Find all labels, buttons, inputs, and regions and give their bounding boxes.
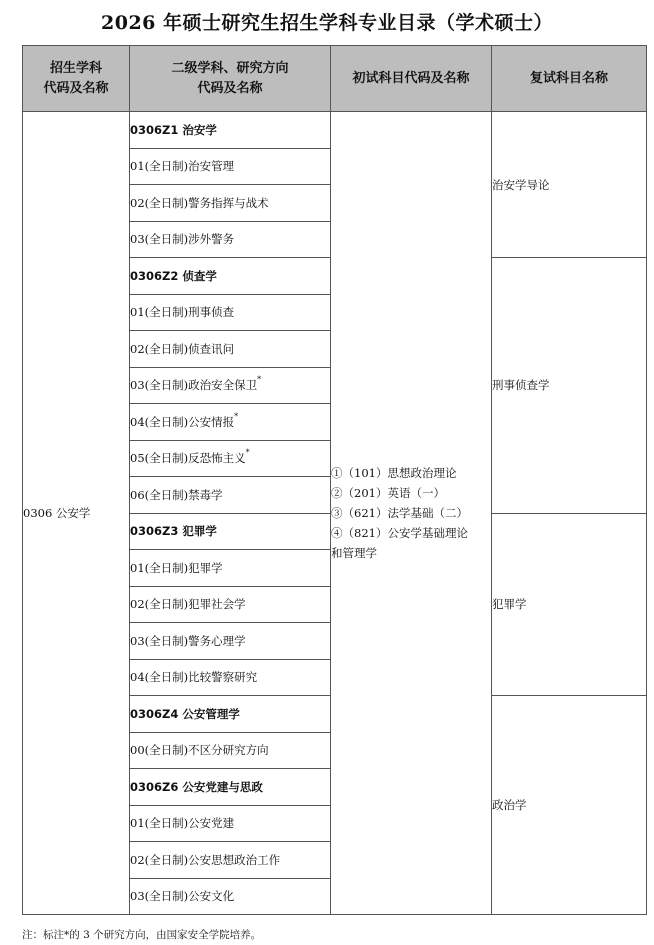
research-direction-label: 03(全日制)警务心理学 xyxy=(130,633,246,648)
research-direction-cell xyxy=(130,878,331,915)
secondary-discipline-label: 0306Z4 公安管理学 xyxy=(130,706,240,721)
discipline-cell: 0306 公安学 xyxy=(23,112,130,915)
research-direction-label: 01(全日制)犯罪学 xyxy=(130,560,223,575)
footnote-marker: * xyxy=(245,448,250,458)
research-direction-label: 01(全日制)公安党建 xyxy=(130,816,235,831)
research-direction-label: 03(全日制)公安文化 xyxy=(130,889,235,904)
research-direction-cell xyxy=(130,550,331,587)
program-catalog-table xyxy=(22,45,647,915)
research-direction-label: 02(全日制)警务指挥与战术 xyxy=(130,195,269,210)
secondary-discipline-label: 0306Z1 治安学 xyxy=(130,122,217,137)
exam-subject-line: ③（621）法学基础（二） xyxy=(331,506,468,520)
research-direction-label: 04(全日制)公安情报 xyxy=(130,414,235,429)
footnote-marker: * xyxy=(257,375,262,385)
header-row xyxy=(23,46,647,112)
research-direction-cell xyxy=(130,221,331,258)
secondary-discipline-cell xyxy=(130,112,331,149)
research-direction-label: 02(全日制)公安思想政治工作 xyxy=(130,852,281,867)
retest-subject-cell: 治安学导论 xyxy=(492,112,647,258)
research-direction-label: 02(全日制)犯罪社会学 xyxy=(130,597,246,612)
page-title: 2026 年硕士研究生招生学科专业目录（学术硕士） xyxy=(101,12,553,34)
footnote-marker: * xyxy=(234,411,239,421)
exam-subject-line: ①（101）思想政治理论 xyxy=(331,466,457,480)
secondary-discipline-cell xyxy=(130,258,331,295)
research-direction-label: 00(全日制)不区分研究方向 xyxy=(130,743,269,758)
footnote: 注：标注*的 3 个研究方向，由国家安全学院培养。 xyxy=(22,929,262,941)
research-direction-cell xyxy=(130,404,331,441)
research-direction-cell xyxy=(130,477,331,514)
retest-subject-cell: 犯罪学 xyxy=(492,513,647,696)
research-direction-cell xyxy=(130,185,331,222)
research-direction-cell xyxy=(130,367,331,404)
table-row xyxy=(23,112,647,149)
research-direction-cell xyxy=(130,623,331,660)
exam-subjects-cell xyxy=(331,112,492,915)
research-direction-cell xyxy=(130,842,331,879)
research-direction-label: 04(全日制)比较警察研究 xyxy=(130,670,258,685)
header-discipline: 招生学科 代码及名称 xyxy=(23,46,130,112)
secondary-discipline-label: 0306Z3 犯罪学 xyxy=(130,524,217,539)
research-direction-cell xyxy=(130,659,331,696)
exam-subject-line: ②（201）英语（一） xyxy=(331,486,445,500)
research-direction-cell xyxy=(130,331,331,368)
research-direction-label: 01(全日制)刑事侦查 xyxy=(130,305,235,320)
secondary-discipline-label: 0306Z2 侦查学 xyxy=(130,268,217,283)
retest-subject-cell: 政治学 xyxy=(492,696,647,915)
exam-subject-line: ④（821）公安学基础理论 xyxy=(331,526,468,540)
research-direction-label: 03(全日制)涉外警务 xyxy=(130,232,235,247)
secondary-discipline-cell xyxy=(130,769,331,806)
header-retest-subjects: 复试科目名称 xyxy=(492,46,647,112)
research-direction-label: 01(全日制)治安管理 xyxy=(130,159,235,174)
research-direction-cell xyxy=(130,805,331,842)
research-direction-cell xyxy=(130,586,331,623)
secondary-discipline-label: 0306Z6 公安党建与思政 xyxy=(130,779,263,794)
research-direction-label: 03(全日制)政治安全保卫 xyxy=(130,378,258,393)
secondary-discipline-cell xyxy=(130,513,331,550)
research-direction-cell xyxy=(130,732,331,769)
header-exam-subjects: 初试科目代码及名称 xyxy=(331,46,492,112)
research-direction-cell xyxy=(130,440,331,477)
secondary-discipline-cell xyxy=(130,696,331,733)
research-direction-label: 02(全日制)侦查讯问 xyxy=(130,341,235,356)
retest-subject-cell: 刑事侦查学 xyxy=(492,258,647,514)
header-direction: 二级学科、研究方向 代码及名称 xyxy=(130,46,331,112)
exam-subject-line: 和管理学 xyxy=(331,546,377,560)
research-direction-label: 06(全日制)禁毒学 xyxy=(130,487,223,502)
research-direction-cell xyxy=(130,294,331,331)
research-direction-label: 05(全日制)反恐怖主义 xyxy=(130,451,246,466)
research-direction-cell xyxy=(130,148,331,185)
